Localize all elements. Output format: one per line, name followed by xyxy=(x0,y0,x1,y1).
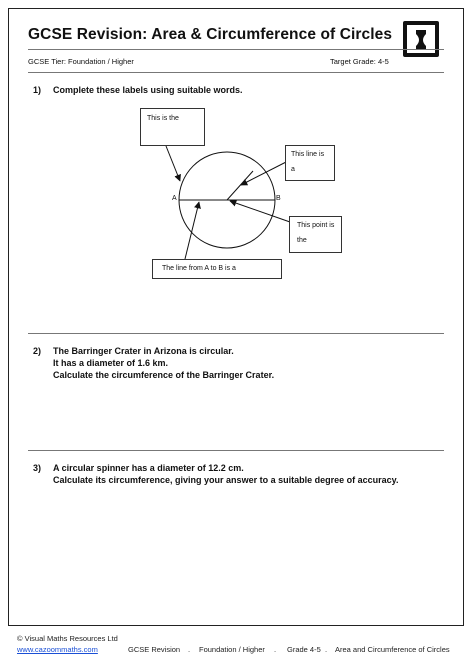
footer-separator-2: . xyxy=(274,645,277,654)
label-box-diameter-text: The line from A to B is a xyxy=(162,265,236,272)
tier-label: GCSE Tier: Foundation / Higher xyxy=(28,57,134,66)
label-box-radius-text-1: This line is xyxy=(291,151,325,158)
footer-item-revision: GCSE Revision xyxy=(128,645,181,654)
label-box-centre-text-1: This point is xyxy=(297,222,335,229)
target-grade-label: Target Grade: 4-5 xyxy=(330,57,389,66)
question-1-number: 1) xyxy=(33,85,42,95)
arrow-circumference xyxy=(166,146,180,181)
question-divider-2 xyxy=(28,450,444,451)
label-box-diameter xyxy=(152,259,282,279)
page-title: GCSE Revision: Area & Circumference of Circles xyxy=(28,26,393,43)
point-b-label: B xyxy=(276,195,281,202)
radius-line xyxy=(227,171,253,200)
question-2-line-2: It has a diameter of 1.6 km. xyxy=(53,358,169,368)
question-2 xyxy=(33,345,274,381)
question-3-line-2: Calculate its circumference, giving your answer to a suitable degree of accuracy. xyxy=(53,475,399,485)
label-box-radius xyxy=(285,145,335,181)
footer-item-topic: Area and Circumference of Circles xyxy=(335,645,450,654)
label-box-circumference-text: This is the xyxy=(147,115,179,122)
label-box-centre-text-2: the xyxy=(297,237,307,244)
footer-copyright: © Visual Maths Resources Ltd xyxy=(17,634,118,643)
arrow-diameter xyxy=(185,202,199,259)
question-3-line-1: A circular spinner has a diameter of 12.2 cm. xyxy=(53,463,244,473)
footer-website-wrap xyxy=(17,645,98,654)
footer-item-grade: Grade 4-5 xyxy=(287,645,321,654)
question-2-line-1: The Barringer Crater in Arizona is circular. xyxy=(53,346,234,356)
arrow-centre xyxy=(230,201,290,222)
label-box-centre xyxy=(289,216,342,253)
footer-website-link[interactable]: www.cazoommaths.com xyxy=(17,645,98,654)
footer-item-tier: Foundation / Higher xyxy=(199,645,265,654)
question-3-number: 3) xyxy=(33,463,42,473)
footer-separator-3: . xyxy=(325,645,328,654)
question-1-text: Complete these labels using suitable words. xyxy=(53,85,243,95)
question-divider-1 xyxy=(28,333,444,334)
point-a-label: A xyxy=(172,195,177,202)
label-box-radius-text-2: a xyxy=(291,166,295,173)
footer-separator-1: . xyxy=(188,645,191,654)
label-box-circumference xyxy=(140,108,205,146)
question-2-line-3: Calculate the circumference of the Barringer Crater. xyxy=(53,370,275,380)
arrow-radius xyxy=(241,160,290,185)
question-2-number: 2) xyxy=(33,346,42,356)
question-3 xyxy=(33,462,398,486)
